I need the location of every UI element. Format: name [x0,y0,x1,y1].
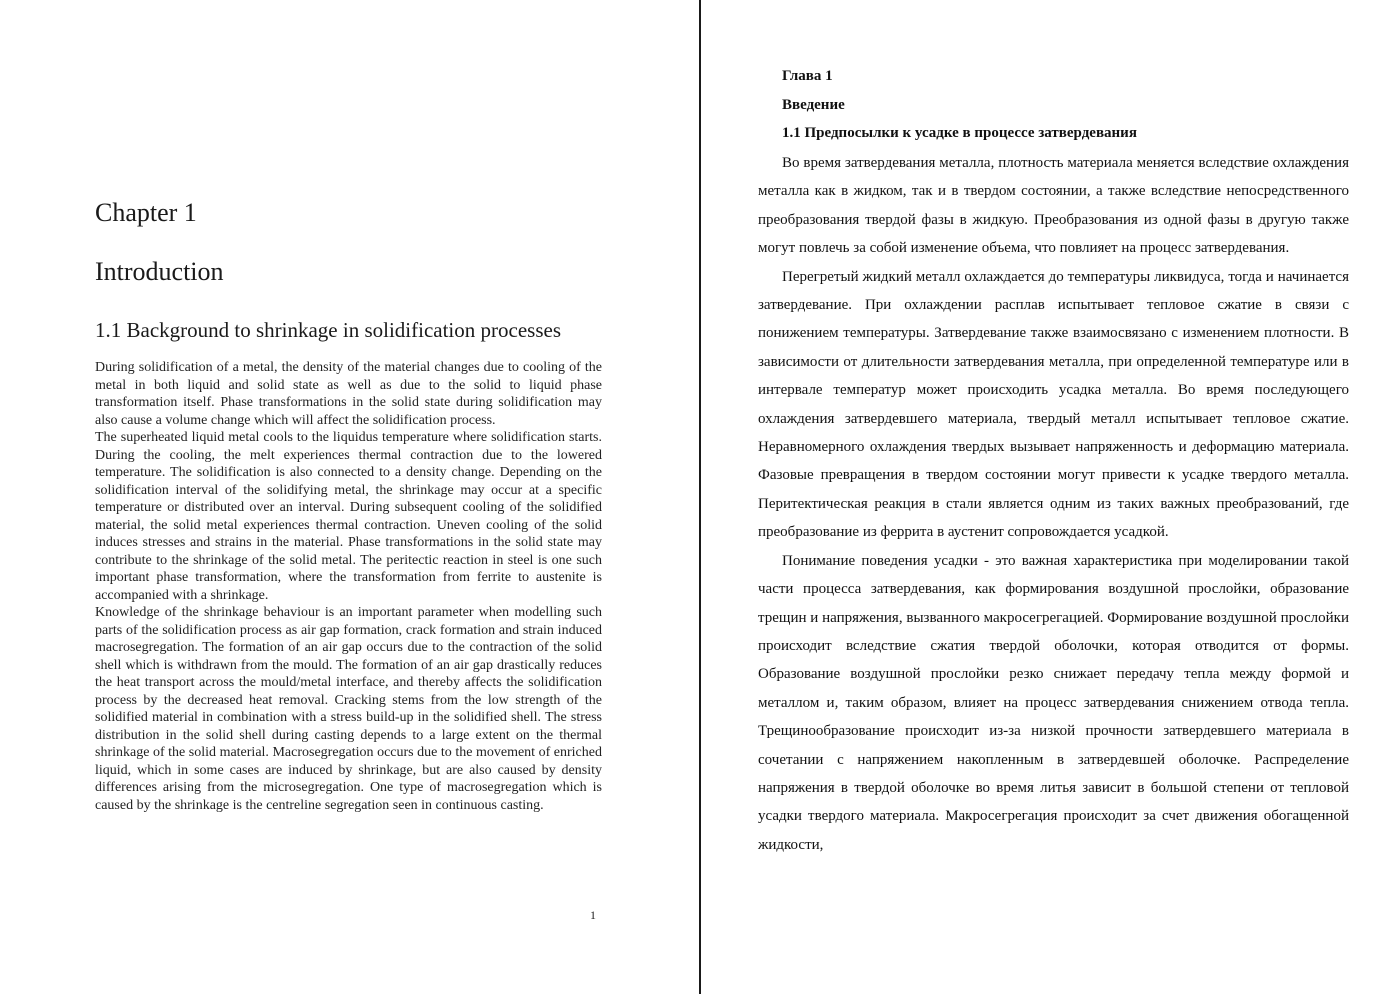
paragraph: Knowledge of the shrinkage behaviour is an important parameter when modelling such parts of the solidification process as air gap formation, crack formation and strain induced macrosegregation. The formation of an air gap occurs due to the contraction of the solid shell which is withdrawn from the mould. The formation of an air gap drastically reduces the heat transport across the mould/metal interface, and thereby affects the solidification process by the decreased heat removal. Cracking stems from the low strength of the solidified material in combination with a stress build-up in the solidified shell. The stress distribution in the solid shell during casting depends to a large extent on the thermal shrinkage of the solid material. Macrosegregation occurs due to the movement of enriched liquid, which in some cases are induced by shrinkage, but are also caused by density differences arising from the microsegregation. One type of macrosegregation which is caused by the shrinkage is the centreline segregation seen in continuous casting. [95,605,602,813]
section-heading: 1.1 Предпосылки к усадке в процессе затвердевания [782,125,1137,141]
page-number: 1 [590,908,596,922]
paragraph: Во время затвердевания металла, плотность материала меняется вследствие охлаждения металла как в жидком, так и в твердом состоянии, а также вследствие непосредственного преобразования твердой фазы в жидкую. Преобразования из одной фазы в другую также могут повлечь за собой изменение объема, что повлияет на процесс затвердевания. [758,155,1349,257]
introduction-heading: Введение [782,97,845,113]
english-body-text [95,359,602,814]
chapter-heading: Глава 1 [782,68,833,84]
paragraph: During solidification of a metal, the density of the material changes due to cooling of the metal in both liquid and solid state as well as due to the solid to liquid phase transformation itself. Phase transformations in the solid state during solidification may also cause a volume change which will affect the solidification process. [95,360,602,428]
english-page [0,0,699,994]
paragraph: Перегретый жидкий металл охлаждается до температуры ликвидуса, тогда и начинается затвердевание. При охлаждении расплав испытывает тепловое сжатие в связи с понижением температуры. Затвердевание также взаимосвязано с изменением плотности. В зависимости от длительности затвердевания металла, при определенной температуре или в интервале температур может происходить усадка металла. Во время последующего охлаждения затвердевшего материала, твердый металл испытывает тепловое сжатие. Неравномерного охлаждения твердых вызывает напряженность и деформацию материала. Фазовые превращения в твердом состоянии могут привести к усадке твердого металла. Перитектическая реакция в стали является одним из таких важных преобразований, где преобразование из феррита в аустенит сопровождается усадкой. [758,268,1349,541]
russian-body-text [758,149,1349,859]
introduction-heading: Introduction [95,257,224,286]
chapter-heading: Chapter 1 [95,198,197,227]
russian-page [701,0,1400,994]
paragraph: Понимание поведения усадки - это важная характеристика при моделировании такой части процесса затвердевания, как формирования воздушной прослойки, образование трещин и напряжения, вызванного макросегрегацией. Формирование воздушной прослойки происходит вследствие сжатия твердой оболочки, которая отводится от формы. Образование воздушной прослойки резко снижает передачу тепла между формой и металлом и, таким образом, влияет на процесс затвердевания снижением отвода тепла. Трещинообразование происходит из-за низкой прочности затвердевшего материала в сочетании с напряжением накопленным в затвердевшей оболочке. Распределение напряжения в твердой оболочке во время литья зависит в большой степени от тепловой усадки твердого материала. Макросегрегация происходит за счет движения обогащенной жидкости, [758,552,1349,853]
paragraph: The superheated liquid metal cools to the liquidus temperature where solidification starts. During the cooling, the melt experiences thermal contraction due to the lowered temperature. The solidification is also connected to a density change. Depending on the solidification interval of the solidifying metal, the shrinkage may occur at a specific temperature or distributed over an interval. During subsequent cooling of the solidified material, the solid metal experiences thermal contraction. Uneven cooling of the solid induces stresses and strains in the material. Phase transformations in the solid state may contribute to the shrinkage of the solid metal. The peritectic reaction in steel is one such important phase transformation, where the transformation from ferrite to austenite is accompanied with a shrinkage. [95,430,602,603]
section-heading: 1.1 Background to shrinkage in solidification processes [95,318,561,342]
